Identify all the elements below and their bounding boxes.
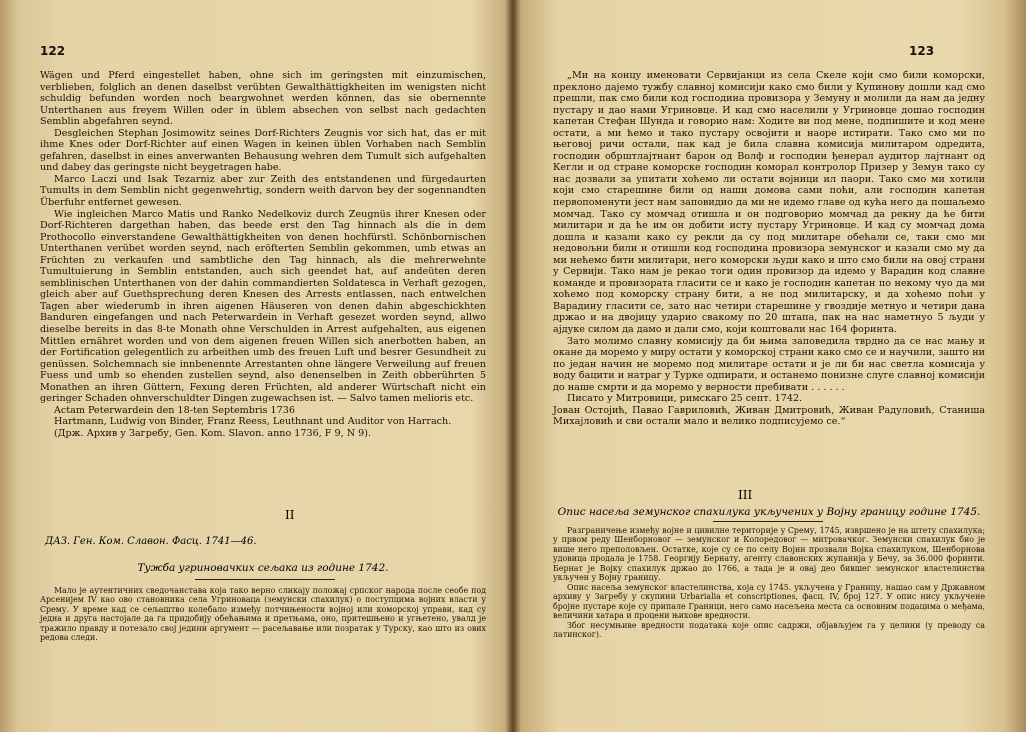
title-rule	[713, 521, 823, 522]
right-page	[513, 0, 1026, 732]
paragraph: Разграничење између војне и цивилне територије у Срему, 1745, извршено је на штету спахилука; у првом реду Шенборновог — земунског и Колоредовог — митровачког. Земунски спахилук био је више него преполовљен. Остатке, које су се по селу Војни прозвали Војка спахилуком, Шенборнова удовица продала је 1758. Георгију Бернату, агенту славонских жупанија у Бечу, за 36.000 форинти. Бернат је Војку спахилук држао до 1766, а тада је и овај део бившег земунског властелинства укључен у Војну границу.	[553, 526, 985, 583]
paragraph: Опис насеља земунског властелинства, која су 1745. укључена у Границу, нашао сам у Државном архиву у Загребу у скупини Urbarialia et conscriptiones, фасц. IV, број 127. У опис нису укључене бројне пустаре које су припале Граници, него само насељена места са основним подацима о међама, величини хатара и процени њихове вредности.	[553, 582, 985, 621]
paragraph: Wie ingleichen Marco Matis und Ranko Nedelkoviz durch Zeugnüs ihrer Knesen oder Dorf-Richteren dargethan haben, das beede erst den Tag hinnach als die in dem Prothocollo einverstandene Gewalthättigkheiten von denen hochfürstl. Schönbornischen Unterthanen verübet worden seynd, nach eröfterten Semblin gekommen, umb etwas an Früchten zu verkaufen und sambtliche den Tag hinnach, als die mehrerwehnte Tumultuierung in Semblin entstanden, auch sich geendet hat, auf andeüten deren semblinischen Unterthanen von der dahin commandierten Soldatesca in Verhaft gezogen, gleich aber auf Guethsprechung deren Knesen des Arrests entlassen, nach entwelchen Tagen aber wiederumb in ihren aigenen Häuseren von denen dahin abgeschickhten Banduren eingefangen und nach Peterwardein in Verhaft gesezet worden seynd, allwo dieselbe bereits in das 8-te Monath ohne Verschulden in Arrest aufgehalten, aus eigenen Mittlen ernähret worden und von dem aigenen freuen Willen sich anerbotten haben, an der Fortification gelegentlich zu arbeithen umb des freuen Luft und besrer Gesundheit zu genüssen. Solchemnach sie innbenennte Arrestanten ohne längere Verweilung auf freuen Fuess und umb so ehenden zustellen seynd, also denenselben in Zeith obberührten 5 Monathen an ihren Güttern, Fexung deren Früchten, ald anderer Würtschaft nicht ein geringer Schaden ohnverschuldter Dingen zugewachsen ist. — Salvo tamen melioris etc.	[40, 208, 486, 405]
paragraph: Desgleichen Stephan Josimowitz seines Dorf-Richters Zeugnis vor sich hat, das er mit ihme Knes oder Dorf-Richter auf einen Wagen in keinen üblen Vorhaben nach Semblin gefahren, daselbst in eines anverwanten Behausung wehren dem Tumult sich aufgehalten und dabey das geringste nicht beygetragen habe.	[40, 127, 486, 174]
paragraph: Marco Laczi und Isak Tezarniz aber zur Zeith des entstandenen und fürgedaurten Tumults in dem Semblin nicht gegenwehrtig, sondern weith darvon bey der sogennandten Überfuhr entfernet gewesen.	[40, 173, 486, 209]
german-document	[40, 70, 486, 440]
page-number: 123	[909, 44, 935, 58]
source-citation: (Држ. Архив у Загребу, Gen. Kom. Slavon. anno 1736, F 9, N 9).	[54, 427, 372, 439]
archive-header: ДАЗ. Ген. Ком. Славон. Фасц. 1741—46.	[45, 536, 257, 547]
document-title: Тужба угриновачких сељака из године 1742.	[137, 562, 389, 574]
section-number: III	[738, 488, 753, 502]
section-intro	[553, 526, 985, 639]
paragraph: Зато молимо славну комисију да би њима заповедила тврдно да се нас мању и окане да моремо у миру остати у коморској страни како смо се и научили, зашто ни по један начин не моремо под милитаре остати и је ли би нас светла комисија у воду бацити и натраг у Турке одпирати, и останемо понизне слуге славној комисији до наше смрти и да моремо у верности пребивати . . . . . .	[553, 335, 985, 393]
signers: Јован Остојић, Павао Гавриловић, Живан Дмитровић, Живан Радуловић, Станиша Михајловић и сви остали мало и велико подписујемо се.“	[553, 404, 985, 428]
complaint-letter	[553, 70, 985, 428]
paragraph: Мало је аутентичних сведочанстава која тако верно сликају положај српског народа после сеобе под Арсенијем IV као ово становника села Угриноваца (земунски спахилук) о поступцима војних власти у Срему. У време кад се сељаштво колебало између потчињености војној или коморској управи, кад су једна и друга настојале да га придобију обећањима и претњама, оно, притешњено и угњетено, увалд је тражило правду и потезало свој једини аргумент — расељавање или позратак у Турску, као што из ових редова следи.	[40, 586, 486, 643]
section-title: Опис насеља земунског спахилука укључених у Војну границу године 1745.	[557, 506, 981, 518]
signature-names: Hartmann, Ludwig von Binder, Franz Reess, Leuthnant und Auditor von Harrach.	[54, 416, 452, 428]
paragraph: Wägen und Pferd eingestellet haben, ohne sich im geringsten mit einzumischen, verblieben, folglich an denen daselbst verübten Gewalthättigkheiten im wenigsten nicht schuldig befunden worden noch beargwohnet werden können, das sie obernennte Unterthanen aus freyem Willen oder in üblem absechen von selbst nach gedachten Semblin abgefahren seynd.	[40, 70, 486, 128]
signature-date: Actam Peterwardein den 18-ten Septembris 1736	[54, 404, 295, 416]
title-rule	[195, 579, 335, 580]
paragraph: „Ми на концу именовати Сервијанци из села Скеле који смо били коморски, преклоно дајемо тужбу славној комисији како смо били у Купиновy дошли кад смо прешли, пак смо били код господина провизора у Земуну и молили да нам да једну пустару и дао нами Угриновце. И кад смо населили у Угриновце дошао господин капетан Стефан Шунда и говорио нам: Ходите ви под мене, подпишите и код мене остати, а ми ћемо и тако пустару освојити и наоре истирати. Тако смо ми по његовој ричи остали, пак кад је била славна комисија милитаром одредита, господин обрштлајтнант барон од Волф и господин ђенерал аудитор лајтнант од Кегли и од стране коморске господин коморал контролор Призер у Земун тако су нас дозвали за упитати хоћемо ли остати војници ил паори. Тако смо ми хотили који смо старешине били од наши домова сами поћи, али господин капетан первопоменути јест нам заповидио да ми не идемо главе од кућа него да пошаљемо момчад. Тако су момчад отишла и он подговорио момчад да рекну да ће бити милитари и да ће им он добити исту пустару Угриновце. И кад су момчад дома дошла и казали како су рекли да су под милитаре обећали се, таки смо ми недовољни били и отишли код господина провизора земунског и казали смо му да ми нећемо бити милитари, него коморски људи како и што смо били на овој страни у Сервији. Тако нам је рекао тоги один провизор да идемо у Варадин код славне команде и провизората гласити се и како је господин капетан по некому чуо да ми хоћемо под коморску страну бити, а не под милитарску, и да хоћемо поћи у Варадину гласити се, зато нас четири старешине у гвоздије метнуо и четири дана држао и на двојицу ударио свакому по 20 штапа, пак на нас наметнуо 5 људи у ајдуке силом да дамо и дали смо, који коштовали нас 164 форинта.	[553, 70, 985, 336]
paragraph: Због несумњиве вредности података које опис садржи, објављујем га у целини (у преводу са латинског).	[553, 620, 985, 639]
intro-text	[40, 586, 486, 643]
page-number: 122	[40, 44, 66, 58]
section-number: II	[285, 508, 295, 522]
dateline: Писато у Митровици, римскаго 25 септ. 1742.	[567, 393, 803, 405]
